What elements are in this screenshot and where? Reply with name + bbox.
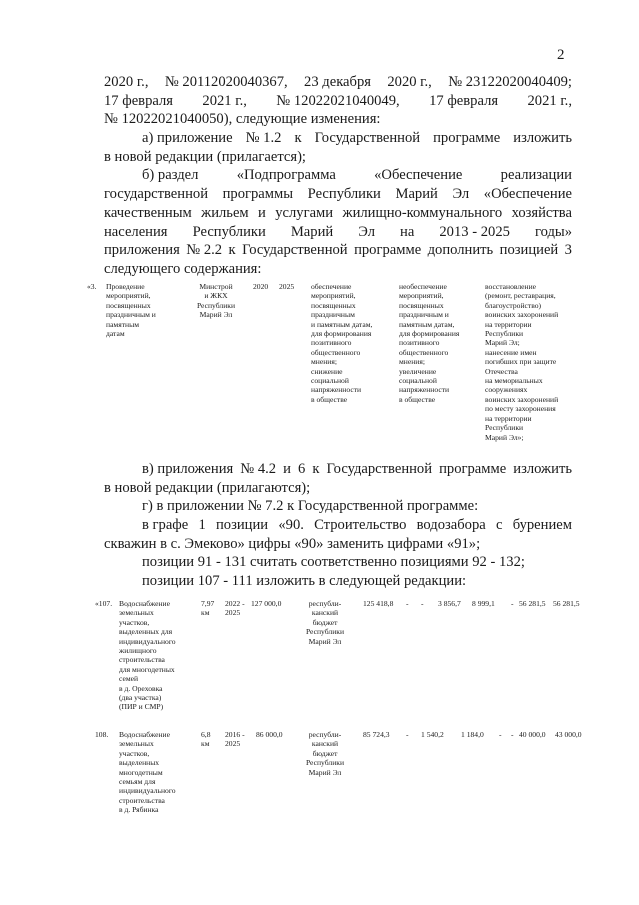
cell-line: мнения; (311, 357, 337, 367)
text-line: позиции 107 - 111 изложить в следующей редакции: (142, 573, 467, 590)
row107-y2025: 56 281,5 (519, 599, 546, 608)
word: Марий (290, 223, 334, 240)
text-line (104, 92, 572, 111)
row107-period (225, 599, 245, 618)
cell-line: Республики (485, 329, 524, 339)
word: 2021 г., (202, 92, 247, 109)
cell-line: посвященных (399, 300, 444, 310)
cell-line: жилищного (119, 646, 157, 656)
text-line: скважин в с. Эмеково» цифры «90» заменить цифрами «91»; (104, 535, 481, 552)
cell-line: праздничным и (399, 310, 449, 320)
cell-line: строительства (119, 795, 165, 805)
cell-line: индивидуального (119, 636, 176, 646)
cell-line: Проведение (106, 282, 145, 291)
word: Республики (307, 186, 381, 203)
text-line (104, 129, 572, 148)
text-line: следующего содержания: (104, 260, 262, 277)
row107-total: 125 418,8 (363, 599, 394, 608)
cell-line: (ремонт, реставрация, (485, 291, 556, 301)
row107-y2021: - (421, 599, 424, 608)
word: «Обеспечение (374, 167, 463, 184)
cell-line: позитивного (311, 338, 352, 348)
cell-line: Минстрой (199, 282, 233, 291)
text-line (104, 185, 572, 204)
text-line: в новой редакции (прилагается); (104, 148, 306, 165)
cell-line: канский (311, 739, 339, 749)
word: 1 (198, 517, 206, 534)
text-line (104, 223, 572, 242)
cell-line: семей (119, 674, 139, 684)
cell-line: 2025 (225, 739, 241, 749)
cell-line: воинских захоронений (485, 394, 559, 404)
row108-y2023: - (499, 730, 502, 739)
word: Марий (395, 186, 438, 203)
word: 2020 г., (387, 74, 432, 90)
word: 17 февраля (429, 92, 499, 109)
word: государственной (104, 186, 209, 203)
word: 3 (564, 242, 572, 259)
cell-line: обеспечение (311, 282, 352, 291)
cell-line: строительства (119, 655, 165, 665)
word: позицией (499, 242, 559, 259)
cell-line: по месту захоронения (485, 404, 556, 414)
word: в) приложения (142, 461, 234, 477)
cell-line: мнения; (399, 357, 425, 367)
cell-line: снижение (311, 366, 343, 376)
word: бурением (512, 517, 572, 534)
cell-line: участков, (119, 748, 150, 758)
row3-name (106, 282, 184, 338)
row3-executor (191, 282, 241, 320)
text-line (104, 241, 572, 260)
word: а) приложение (142, 130, 233, 147)
word: б) раздел (142, 167, 199, 184)
cell-line: Республики (305, 758, 345, 768)
cell-line: выделенных (119, 758, 160, 768)
word: Государственной (326, 461, 433, 477)
row108-y2020: - (406, 730, 409, 739)
cell-line: 7,97 (201, 599, 215, 608)
word: «Подпрограмма (236, 167, 336, 184)
changes-text-block (104, 460, 572, 591)
word: № 2.2 (186, 242, 223, 259)
cell-line: для формирования (399, 329, 460, 339)
cell-line: позитивного (399, 338, 440, 348)
cell-line: на мемориальных (485, 376, 543, 386)
row108-y2024: - (511, 730, 514, 739)
word: жильем (201, 204, 249, 221)
word: и (258, 204, 266, 221)
cell-line: 6,8 (201, 730, 211, 739)
word: программы (222, 186, 294, 203)
word: программе (433, 130, 501, 147)
cell-line: земельных (119, 739, 154, 749)
cell-line: км (201, 739, 210, 749)
word: к (294, 130, 302, 147)
word: изложить (513, 461, 572, 477)
row3-end-year: 2025 (279, 282, 295, 291)
cell-line: напряженности (399, 385, 450, 395)
cell-line: необеспечение (399, 282, 447, 291)
cell-line: Марий Эл; (485, 338, 520, 348)
text-line: в новой редакции (прилагаются); (104, 479, 311, 496)
row108-capacity (201, 730, 211, 749)
word: № 23122020040409; (448, 74, 572, 90)
row108-total: 85 724,3 (363, 730, 390, 739)
word: на (400, 223, 415, 240)
cell-line: бюджет (312, 617, 338, 627)
row107-y2023: 8 999,1 (472, 599, 495, 608)
cell-line: (два участка) (119, 693, 162, 703)
cell-line: индивидуального (119, 786, 176, 796)
word: Строительство (314, 517, 407, 534)
row108-period (225, 730, 245, 749)
cell-line: социальной (399, 376, 437, 386)
cell-line: воинских захоронений (485, 310, 559, 320)
cell-line: напряженности (311, 385, 362, 395)
cell-line: республи- (308, 730, 342, 739)
cell-line: восстановление (485, 282, 537, 291)
row107-y2020: - (406, 599, 409, 608)
cell-line: Республики (305, 627, 345, 637)
word: программе (354, 242, 422, 259)
text-line: г) в приложении № 7.2 к Государственной программе: (142, 498, 479, 515)
cell-line: участков, (119, 617, 150, 627)
row107-capacity (201, 599, 214, 618)
cell-line: многодетным (119, 767, 163, 777)
row3-expected-result (311, 282, 393, 404)
cell-line: 2025 (225, 608, 241, 618)
cell-line: 2016 - (225, 730, 245, 739)
intro-text-block (104, 73, 572, 279)
cell-line: (ПИР и СМР) (119, 702, 164, 712)
word: Государственной (242, 242, 348, 259)
cell-line: Республики (485, 423, 524, 433)
row108-y2025: 40 000,0 (519, 730, 546, 739)
cell-line: земельных (119, 608, 154, 618)
cell-line: праздничным (311, 310, 355, 320)
cell-line: Отечества (485, 366, 518, 376)
cell-line: для формирования (311, 329, 372, 339)
word: № 4.2 (240, 461, 277, 477)
cell-line: республи- (308, 599, 342, 608)
word: Республики (192, 223, 266, 240)
word: 23 декабря (304, 74, 371, 90)
text-line (104, 166, 572, 185)
word: Эл (358, 223, 375, 240)
cell-line: Марий Эл»; (485, 432, 524, 442)
word: водозабора (416, 517, 486, 534)
row108-name (119, 730, 197, 815)
row3-link (485, 282, 573, 442)
cell-line: сооружениях (485, 385, 528, 395)
word: 2013 - 2025 (439, 223, 510, 240)
row108-number: 108. (95, 730, 109, 739)
word: Эл (452, 186, 470, 203)
cell-line: км (201, 608, 210, 618)
table-row-108 (95, 730, 585, 820)
cell-line: Водоснабжение (119, 599, 170, 608)
text-line (104, 516, 572, 535)
cell-line: в д. Ореховка (119, 683, 163, 693)
word: программе (439, 461, 507, 477)
cell-line: Марий Эл (308, 767, 342, 777)
page-number: 2 (557, 47, 565, 63)
cell-line: мероприятий, (311, 291, 356, 301)
word: в графе (142, 517, 189, 534)
word: услугами (275, 204, 334, 221)
text-line: позиции 91 - 131 считать соответственно позициями 92 - 132; (142, 554, 525, 571)
word: реализации (500, 167, 572, 184)
row108-cost: 86 000,0 (256, 730, 283, 739)
word: 6 (298, 461, 306, 477)
word: № 20112020040367, (164, 74, 288, 90)
cell-line: для многодетных (119, 664, 175, 674)
word: «Обеспечение (483, 186, 572, 203)
word: с (496, 517, 503, 534)
cell-line: в д. Рябинка (119, 805, 159, 815)
text-line (104, 460, 572, 479)
cell-line: бюджет (312, 748, 338, 758)
cell-line: в обществе (311, 394, 348, 404)
word: приложения (104, 242, 180, 259)
row107-name (119, 599, 197, 712)
word: «90. (278, 517, 304, 534)
row3-start-year: 2020 (253, 282, 269, 291)
word: Государственной (314, 130, 421, 147)
cell-line: Марий Эл (308, 636, 342, 646)
word: и (283, 461, 291, 477)
cell-line: увеличение (399, 366, 437, 376)
row107-y2022: 3 856,7 (438, 599, 461, 608)
cell-line: памятным датам, (399, 319, 455, 329)
word: годы» (534, 223, 572, 240)
cell-line: 2022 - (225, 599, 245, 608)
cell-line: памятным (106, 319, 140, 329)
row107-cost: 127 000,0 (251, 599, 282, 608)
cell-line: посвященных (106, 300, 151, 310)
word: 2020 г., (104, 74, 149, 90)
word: изложить (513, 130, 572, 147)
cell-line: общественного (311, 347, 361, 357)
word: жилищно-коммунального (342, 204, 503, 221)
cell-line: в обществе (399, 394, 436, 404)
cell-line: общественного (399, 347, 449, 357)
row108-y2026: 43 000,0 (555, 730, 582, 739)
table-row-107 (95, 599, 585, 719)
table-row-3 (87, 282, 573, 452)
cell-line: датам (106, 329, 125, 339)
word: к (228, 242, 236, 259)
cell-line: канский (311, 608, 339, 618)
cell-line: семьям для (119, 777, 156, 787)
word: 17 февраля (104, 92, 173, 109)
word: хозяйства (511, 204, 572, 221)
word: дополнить (427, 242, 494, 259)
row107-number: «107. (95, 599, 113, 608)
cell-line: и памятным датам, (311, 319, 373, 329)
cell-line: нанесение имен (485, 347, 537, 357)
row107-source (300, 599, 350, 646)
word: 2021 г., (527, 92, 572, 109)
text-line (104, 204, 572, 223)
cell-line: мероприятий, (399, 291, 444, 301)
row3-consequence (399, 282, 481, 404)
word: качественным (104, 204, 192, 221)
cell-line: Республики (196, 300, 236, 310)
word: № 12022021040049, (276, 92, 400, 109)
cell-line: социальной (311, 376, 349, 386)
word: № 1.2 (245, 130, 282, 147)
cell-line: Марий Эл (199, 310, 233, 320)
text-line (104, 73, 572, 92)
cell-line: на территории (485, 319, 532, 329)
cell-line: мероприятий, (106, 291, 151, 301)
row107-y2026: 56 281,5 (553, 599, 580, 608)
cell-line: праздничным и (106, 310, 156, 320)
row3-number: «3. (87, 282, 97, 291)
row108-source (300, 730, 350, 777)
cell-line: благоустройство) (485, 300, 542, 310)
row108-y2022: 1 184,0 (461, 730, 484, 739)
cell-line: погибших при защите (485, 357, 557, 367)
word: позиции (216, 517, 269, 534)
row107-y2024: - (511, 599, 514, 608)
cell-line: на территории (485, 413, 532, 423)
row108-y2021: 1 540,2 (421, 730, 444, 739)
cell-line: посвященных (311, 300, 356, 310)
cell-line: выделенных для (119, 627, 173, 637)
text-line: № 12022021040050), следующие изменения: (104, 111, 381, 128)
word: населения (104, 223, 168, 240)
cell-line: и ЖКХ (204, 291, 228, 301)
cell-line: Водоснабжение (119, 730, 170, 739)
word: к (312, 461, 320, 477)
